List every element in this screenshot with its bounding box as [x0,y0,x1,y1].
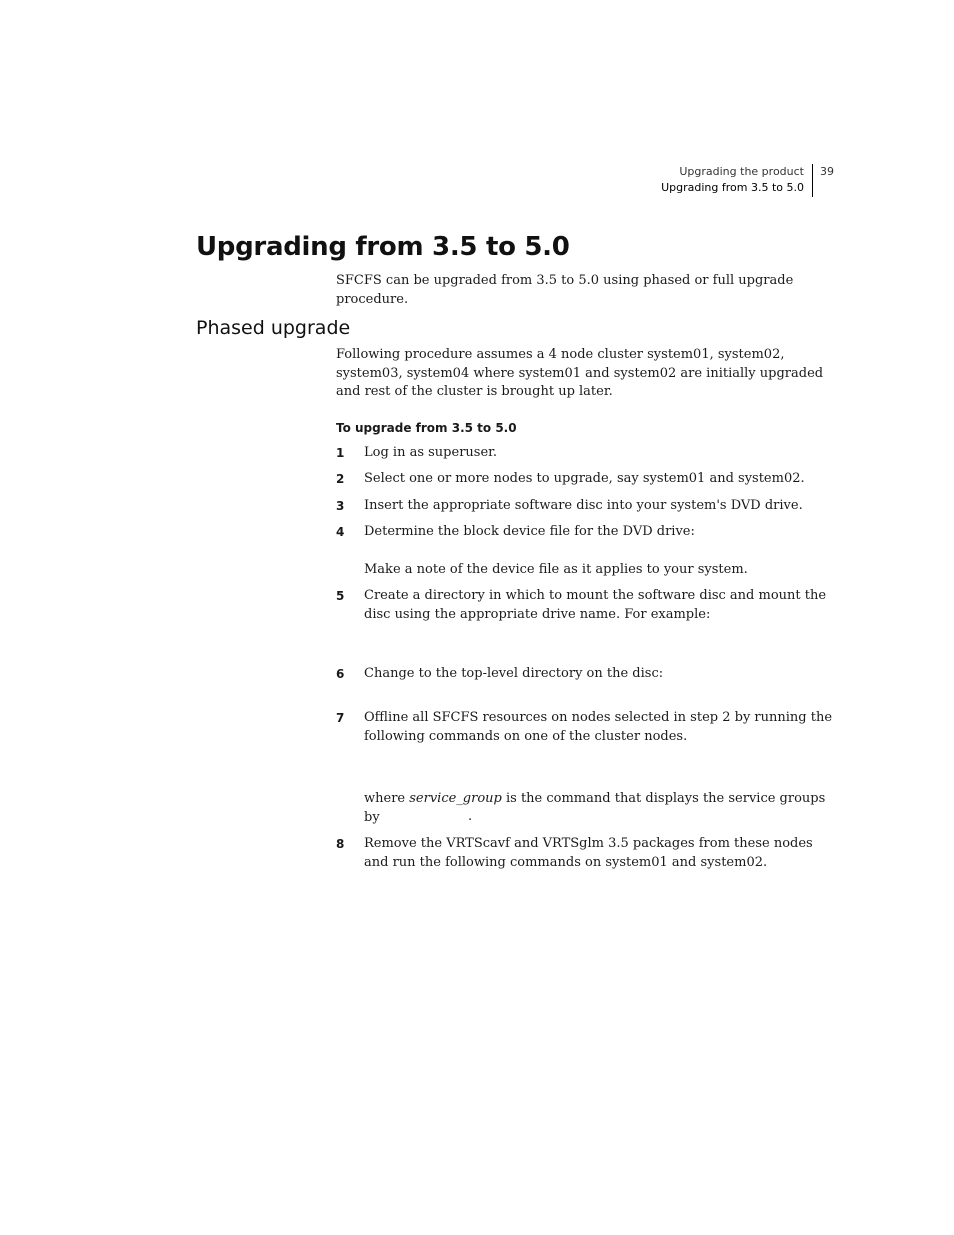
phased-upgrade-heading: Phased upgrade [196,317,351,339]
step-text: Change to the top-level directory on the disc: [364,666,664,681]
section-title: Upgrading from 3.5 to 5.0 [661,181,804,194]
step-1 [336,444,841,463]
chapter-title: Upgrading the product [679,165,804,178]
step-number: 2 [336,472,345,486]
note-prefix: where [364,791,410,806]
procedure-title: To upgrade from 3.5 to 5.0 [336,421,517,435]
step-text: Log in as superuser. [364,445,498,460]
step-number: 3 [336,499,345,513]
step-number: 5 [336,589,345,603]
step-6 [336,665,841,684]
phased-description: Following procedure assumes a 4 node cluster system01, system02, system03, system04 where system01 and system02 are initially upgraded and rest of the cluster is brought up later. [336,347,824,400]
step-text: Insert the appropriate software disc into your system's DVD drive. [364,498,803,513]
step-7-note-end: . [468,809,473,824]
step-7-note [364,790,841,827]
page-title: Upgrading from 3.5 to 5.0 [196,232,570,262]
note-suffix: is the command that displays the service groups by [364,791,826,825]
running-header-titles [661,164,813,197]
running-header [661,164,834,198]
step-4-note: Make a note of the device file as it applies to your system. [364,562,748,577]
step-4 [336,523,841,542]
step-7 [336,709,841,746]
step-number: 4 [336,525,345,539]
step-text: Select one or more nodes to upgrade, say system01 and system02. [364,471,805,486]
step-number: 7 [336,711,345,725]
step-5 [336,587,841,624]
step-3 [336,497,841,516]
step-2 [336,470,841,489]
intro-paragraph: SFCFS can be upgraded from 3.5 to 5.0 using phased or full upgrade procedure. [336,273,794,307]
step-text: Create a directory in which to mount the software disc and mount the disc using the appropriate drive name. For example: [364,588,827,622]
step-8 [336,835,841,872]
service-group-term: service_group [409,791,502,806]
step-text: Determine the block device file for the DVD drive: [364,524,695,539]
step-number: 8 [336,837,345,851]
step-number: 1 [336,446,345,460]
step-text: Remove the VRTScavf and VRTSglm 3.5 packages from these nodes and run the following commands on system01 and system02. [364,836,813,870]
step-text: Offline all SFCFS resources on nodes selected in step 2 by running the following commands on one of the cluster nodes. [364,710,833,744]
page-number: 39 [820,165,834,178]
step-number: 6 [336,667,345,681]
